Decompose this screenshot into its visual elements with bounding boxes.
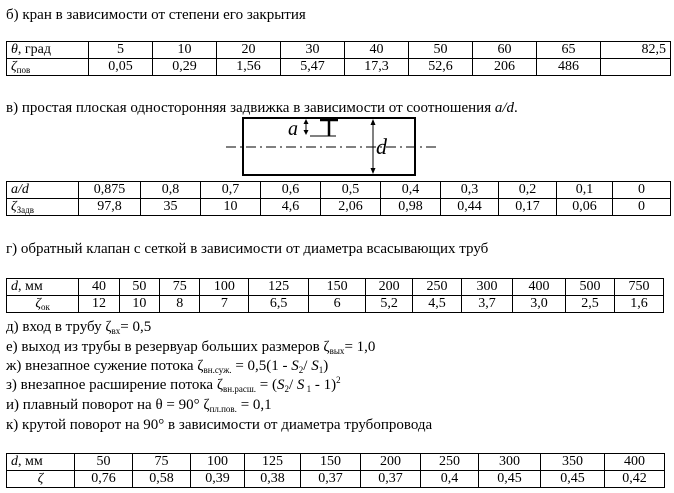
bend-coef-cell: 0,45	[479, 471, 541, 488]
check-coef-cell: 6	[308, 296, 365, 313]
gate-coef-cell: 0,17	[499, 199, 557, 216]
label-a: a	[288, 118, 298, 140]
bend-coef-cell: 0,76	[75, 471, 133, 488]
formula-outlet: е) выход из трубы в резервуар больших размеров $\zeta_{вых}= 1,0$	[6, 339, 376, 356]
gate-ratio-cell: 0,875	[79, 182, 141, 199]
bend-diameter-cell: 125	[245, 454, 301, 471]
gate-coef-label: $\zeta_{Задв}$	[7, 199, 79, 216]
valve-angle-cell: 50	[409, 42, 473, 59]
bend-diameter-cell: 200	[361, 454, 421, 471]
bend-diameter-cell: 350	[541, 454, 605, 471]
bend-coef-cell: 0,4	[421, 471, 479, 488]
gate-ratio-label: a/d	[7, 182, 79, 199]
check-coef-row	[7, 296, 664, 313]
valve-angle-cell: 30	[281, 42, 345, 59]
bend-diameter-cell: 300	[479, 454, 541, 471]
check-coef-cell: 3,0	[512, 296, 565, 313]
check-diameter-label: d, мм	[7, 279, 79, 296]
check-coef-cell: 7	[200, 296, 249, 313]
section-g-heading: г) обратный клапан с сеткой в зависимости от диаметра всасывающих труб	[6, 241, 489, 257]
check-diameter-cell: 125	[249, 279, 309, 296]
valve-coef-label: $\zeta_{пов}$	[7, 59, 89, 76]
bend-coef-cell: 0,38	[245, 471, 301, 488]
bend-coef-cell: 0,42	[605, 471, 665, 488]
check-diameter-cell: 500	[566, 279, 615, 296]
gate-ratio-cell: 0,8	[141, 182, 201, 199]
valve-angle-cell: 60	[473, 42, 537, 59]
check-coef-cell: 5,2	[366, 296, 413, 313]
check-diameter-cell: 750	[614, 279, 663, 296]
check-diameter-cell: 50	[119, 279, 159, 296]
formula-smooth-bend: и) плавный поворот на θ = 90° $\zeta_{пл.пов.} = 0,1$	[6, 397, 272, 414]
bend-diameter-cell: 400	[605, 454, 665, 471]
valve-coef-cell: 5,47	[281, 59, 345, 76]
check-diameter-cell: 150	[308, 279, 365, 296]
sharp-bend-table	[6, 453, 665, 488]
gate-coef-cell: 10	[201, 199, 261, 216]
gate-coef-cell: 0,44	[441, 199, 499, 216]
formula-expansion: з) внезапное расширение потока $\zeta_{вн.расш.} = (S_2/$ S $_1$ - 1)$^2$	[6, 375, 341, 394]
gate-ratio-cell: 0,3	[441, 182, 499, 199]
gate-coef-cell: 0,98	[381, 199, 441, 216]
section-k-heading: к) крутой поворот на 90° в зависимости от диаметра трубопровода	[6, 417, 433, 433]
valve-coef-cell: 486	[537, 59, 601, 76]
d-arrow-top	[371, 119, 376, 125]
bend-diameter-cell: 75	[133, 454, 191, 471]
check-coef-cell: 6,5	[249, 296, 309, 313]
valve-angle-label: θ, град	[7, 42, 89, 59]
valve-angle-cell: 10	[153, 42, 217, 59]
bend-coef-cell: 0,45	[541, 471, 605, 488]
a-arrow-bottom	[304, 130, 309, 135]
gate-coef-cell: 2,06	[321, 199, 381, 216]
bend-coef-cell: 0,39	[191, 471, 245, 488]
gate-ratio-cell: 0,6	[261, 182, 321, 199]
bend-diameter-cell: 150	[301, 454, 361, 471]
bend-diameter-row	[7, 454, 665, 471]
gate-coef-row	[7, 199, 671, 216]
valve-angle-cell: 20	[217, 42, 281, 59]
valve-angle-cell: 5	[89, 42, 153, 59]
valve-coef-cell: 0,05	[89, 59, 153, 76]
valve-coef-cell: 0,29	[153, 59, 217, 76]
check-valve-table	[6, 278, 664, 313]
bend-coef-label: ζ	[7, 471, 75, 488]
valve-angle-cell: 82,5	[601, 42, 671, 59]
check-diameter-cell: 100	[200, 279, 249, 296]
check-coef-cell: 8	[160, 296, 200, 313]
valve-angle-row	[7, 42, 671, 59]
bend-coef-cell: 0,37	[361, 471, 421, 488]
check-coef-cell: 4,5	[413, 296, 462, 313]
valve-coef-cell	[601, 59, 671, 76]
valve-angle-cell: 40	[345, 42, 409, 59]
bend-coef-cell: 0,37	[301, 471, 361, 488]
bend-diameter-label: d, мм	[7, 454, 75, 471]
gate-ratio-cell: 0,1	[557, 182, 613, 199]
gate-valve-diagram	[226, 116, 436, 178]
section-b-heading: б) кран в зависимости от степени его закрытия	[6, 7, 306, 23]
a-arrow-top	[304, 119, 309, 124]
bend-diameter-cell: 250	[421, 454, 479, 471]
check-diameter-cell: 200	[366, 279, 413, 296]
gate-coef-cell: 4,6	[261, 199, 321, 216]
gate-ratio-cell: 0,5	[321, 182, 381, 199]
section-v-heading: в) простая плоская односторонняя задвижка в зависимости от соотношения a/d.	[6, 100, 518, 116]
check-diameter-cell: 40	[79, 279, 119, 296]
formula-inlet: д) вход в трубу $\zeta_{вх}= 0,5$	[6, 319, 152, 336]
bend-diameter-cell: 100	[191, 454, 245, 471]
check-coef-cell: 12	[79, 296, 119, 313]
bend-diameter-cell: 50	[75, 454, 133, 471]
gate-coef-cell: 97,8	[79, 199, 141, 216]
check-diameter-cell: 400	[512, 279, 565, 296]
valve-angle-cell: 65	[537, 42, 601, 59]
valve-coef-cell: 17,3	[345, 59, 409, 76]
valve-coef-cell: 52,6	[409, 59, 473, 76]
bend-coef-cell: 0,58	[133, 471, 191, 488]
valve-coef-row	[7, 59, 671, 76]
gate-coef-cell: 0,06	[557, 199, 613, 216]
check-coef-cell: 3,7	[461, 296, 512, 313]
d-arrow-bottom	[371, 168, 376, 174]
bend-coef-row	[7, 471, 665, 488]
gate-ratio-cell: 0,7	[201, 182, 261, 199]
gate-coef-cell: 35	[141, 199, 201, 216]
gate-ratio-cell: 0,2	[499, 182, 557, 199]
check-coef-cell: 1,6	[614, 296, 663, 313]
check-coef-label: $\zeta_{ок}$	[7, 296, 79, 313]
valve-coef-cell: 206	[473, 59, 537, 76]
gate-ratio-row	[7, 182, 671, 199]
valve-table	[6, 41, 671, 76]
gate-coef-cell: 0	[613, 199, 671, 216]
label-d: d	[376, 134, 387, 159]
check-coef-cell: 2,5	[566, 296, 615, 313]
check-diameter-cell: 75	[160, 279, 200, 296]
check-diameter-cell: 300	[461, 279, 512, 296]
valve-coef-cell: 1,56	[217, 59, 281, 76]
gate-ratio-cell: 0,4	[381, 182, 441, 199]
check-diameter-row	[7, 279, 664, 296]
gate-ratio-cell: 0	[613, 182, 671, 199]
check-coef-cell: 10	[119, 296, 159, 313]
check-diameter-cell: 250	[413, 279, 462, 296]
formula-contraction: ж) внезапное сужение потока $\zeta_{вн.суж.} = 0,5(1 - S_2/$ $S_1$)	[6, 358, 329, 375]
gate-table	[6, 181, 671, 216]
